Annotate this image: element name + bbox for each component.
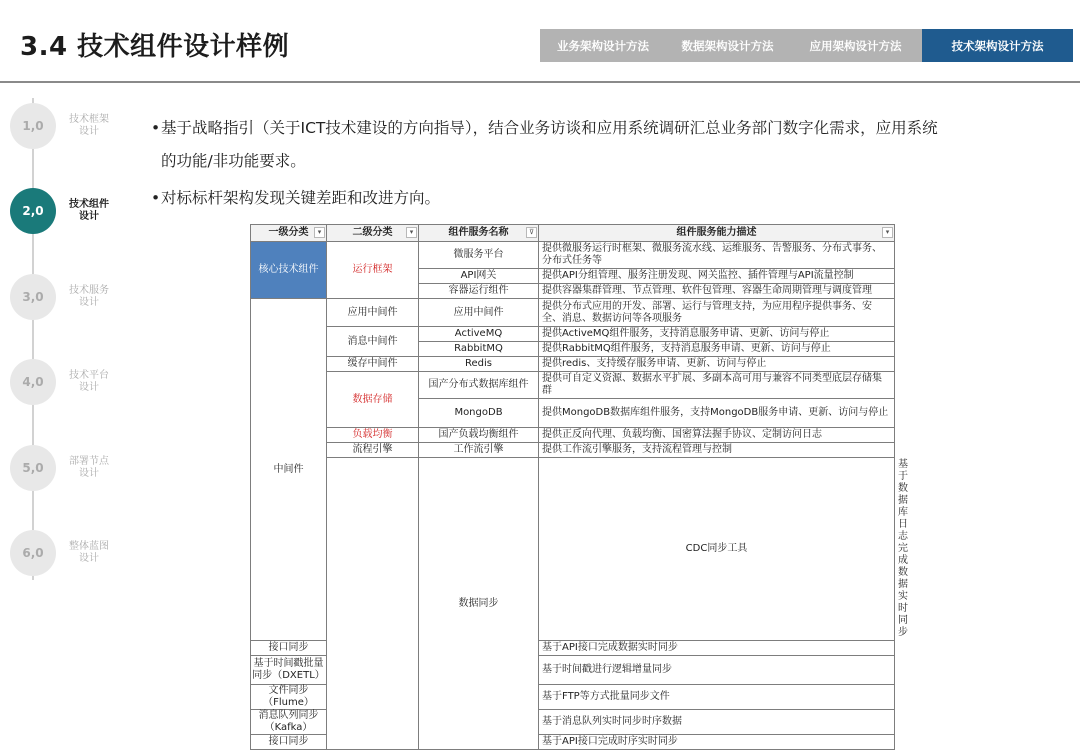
tab-technical-architecture[interactable]: 技术架构设计方法 xyxy=(922,29,1073,62)
service-name-cell: CDC同步工具 xyxy=(539,458,895,641)
step-label: 部署节点设计 xyxy=(69,456,109,479)
service-desc-cell: 提供redis、支持缓存服务申请、更新、访问与停止 xyxy=(539,357,895,372)
filter-dropdown-icon[interactable]: ▾ xyxy=(882,227,893,238)
service-name-cell: 国产负载均衡组件 xyxy=(419,428,539,443)
service-name-cell: 微服务平台 xyxy=(419,242,539,269)
level2-cell: 数据存储 xyxy=(327,372,419,428)
level2-cell: 数据同步 xyxy=(419,458,539,750)
level1-cell: 中间件 xyxy=(251,299,327,641)
service-desc-cell: 提供API分组管理、服务注册发现、网关监控、插件管理与API流量控制 xyxy=(539,269,895,284)
step-number: 4,0 xyxy=(10,359,56,405)
service-desc-cell: 提供MongoDB数据库组件服务，支持MongoDB服务申请、更新、访问与停止 xyxy=(539,399,895,428)
method-tabs xyxy=(540,29,1073,62)
table-header-level2: 二级分类 ▾ xyxy=(327,225,419,242)
step-overall-blueprint[interactable] xyxy=(10,530,112,576)
table-header-service-name: 组件服务名称 ⊽ xyxy=(419,225,539,242)
step-number: 5,0 xyxy=(10,445,56,491)
tab-data-architecture[interactable]: 数据架构设计方法 xyxy=(666,29,789,62)
step-label: 技术平台设计 xyxy=(69,370,109,393)
service-desc-cell: 基于消息队列实时同步时序数据 xyxy=(539,710,895,735)
step-label: 技术组件设计 xyxy=(69,199,109,222)
step-number: 6,0 xyxy=(10,530,56,576)
level1-cell-empty xyxy=(327,458,419,750)
service-name-cell: API网关 xyxy=(419,269,539,284)
step-technical-platform[interactable] xyxy=(10,359,112,405)
component-table: 一级分类 ▾ 二级分类 ▾ 组件服务名称 ⊽ 组件服务能力描述 ▾ 核心技术组件 运行框架 微服务平台 提供微服务运行时框架、微服务流水线、运维服务、告警服务、分布式事务、分布式任务等 API网关 提供API分组管理、服务注册发现、网关监控、插件管理与API流量控制 容器运行组件 提供容器集群管理、节点管理、软件包管理、容器生命周期管理与调度管理 中间件 应用中间件 应用中间件 提供分布式应用的开发、部署、运行与管理支持，为应用程序提供事务、安全、消息、数据访问等各项服务 消息中间件 ActiveMQ 提供ActiveMQ组件服务，支持消息服务申请、更新、访问与停止 RabbitMQ 提供RabbitMQ组件服务，支持消息服务申请、更新、访问与停止 缓存中间件 Redis 提供redis、支持缓存服务申请、更新、访问与停止 数据存储 国产分布式数据库组件 提供可自定义资源、数据水平扩展、多副本高可用与兼容不同类型底层存储集群 MongoDB 提供MongoDB数据库组件服务，支持MongoDB服务申请、更新、访问与停止 负载均衡 国产负载均衡组件 提供正反向代理、负载均衡、国密算法握手协议、定制访问日志 流程引擎 工作流引擎 提供工作流引擎服务，支持流程管理与控制 数据同步 CDC同步工具 基于数据库日志完成数据实时同步 接口同步 基于API接口完成数据实时同步 基于时间戳批量同步（DXETL） 基于时间戳进行逻辑增量同步 文件同步（Flume） 基于FTP等方式批量同步文件 消息队列同步（Kafka） 基于消息队列实时同步时序数据 接口同步 基于API接口完成时序实时同步 xyxy=(250,224,894,572)
table-header-level1: 一级分类 ▾ xyxy=(251,225,327,242)
level2-cell: 负载均衡 xyxy=(327,428,419,443)
service-name-cell: MongoDB xyxy=(419,399,539,428)
service-desc-cell: 基于时间戳进行逻辑增量同步 xyxy=(539,656,895,685)
step-technical-service[interactable] xyxy=(10,274,112,320)
bullet-list xyxy=(151,112,941,215)
step-label: 整体蓝图设计 xyxy=(69,541,109,564)
service-desc-cell: 基于API接口完成时序实时同步 xyxy=(539,735,895,750)
tab-business-architecture[interactable]: 业务架构设计方法 xyxy=(540,29,666,62)
level1-cell: 核心技术组件 xyxy=(251,242,327,299)
bullet-item: • 对标标杆架构发现关键差距和改进方向。 xyxy=(151,182,941,215)
step-technical-component[interactable] xyxy=(10,188,112,234)
step-number: 1,0 xyxy=(10,103,56,149)
service-name-cell: 容器运行组件 xyxy=(419,284,539,299)
service-desc-cell: 提供ActiveMQ组件服务，支持消息服务申请、更新、访问与停止 xyxy=(539,327,895,342)
bullet-item: • 基于战略指引（关于ICT技术建设的方向指导），结合业务访谈和应用系统调研汇总业务部门数字化需求，应用系统的功能/非功能要求。 xyxy=(151,112,941,178)
service-name-cell: Redis xyxy=(419,357,539,372)
service-name-cell: 基于时间戳批量同步（DXETL） xyxy=(251,656,327,685)
level2-cell: 流程引擎 xyxy=(327,443,419,458)
step-timeline xyxy=(32,98,34,580)
service-name-cell: 接口同步 xyxy=(251,735,327,750)
step-number: 2,0 xyxy=(10,188,56,234)
level2-cell: 消息中间件 xyxy=(327,327,419,357)
service-name-cell: 消息队列同步（Kafka） xyxy=(251,710,327,735)
service-desc-cell: 基于FTP等方式批量同步文件 xyxy=(539,685,895,710)
level2-cell: 应用中间件 xyxy=(327,299,419,327)
level2-cell: 缓存中间件 xyxy=(327,357,419,372)
service-name-cell: 接口同步 xyxy=(251,641,327,656)
service-name-cell: 国产分布式数据库组件 xyxy=(419,372,539,399)
step-label: 技术服务设计 xyxy=(69,285,109,308)
service-desc-cell: 提供分布式应用的开发、部署、运行与管理支持，为应用程序提供事务、安全、消息、数据访问等各项服务 xyxy=(539,299,895,327)
service-desc-cell: 提供正反向代理、负载均衡、国密算法握手协议、定制访问日志 xyxy=(539,428,895,443)
service-name-cell: RabbitMQ xyxy=(419,342,539,357)
header-divider xyxy=(0,81,1080,83)
level2-cell: 运行框架 xyxy=(327,242,419,299)
page-title: 3.4 技术组件设计样例 xyxy=(20,32,290,62)
filter-dropdown-icon[interactable]: ▾ xyxy=(314,227,325,238)
step-technical-framework[interactable] xyxy=(10,103,112,149)
service-desc-cell: 基于API接口完成数据实时同步 xyxy=(539,641,895,656)
service-desc-cell: 提供可自定义资源、数据水平扩展、多副本高可用与兼容不同类型底层存储集群 xyxy=(539,372,895,399)
step-label: 技术框架设计 xyxy=(69,114,109,137)
filter-dropdown-icon[interactable]: ▾ xyxy=(406,227,417,238)
service-name-cell: 文件同步（Flume） xyxy=(251,685,327,710)
service-desc-cell: 提供容器集群管理、节点管理、软件包管理、容器生命周期管理与调度管理 xyxy=(539,284,895,299)
tab-application-architecture[interactable]: 应用架构设计方法 xyxy=(789,29,922,62)
step-deployment-node[interactable] xyxy=(10,445,112,491)
table-header-service-desc: 组件服务能力描述 ▾ xyxy=(539,225,895,242)
service-name-cell: 工作流引擎 xyxy=(419,443,539,458)
service-name-cell: ActiveMQ xyxy=(419,327,539,342)
service-desc-cell: 提供微服务运行时框架、微服务流水线、运维服务、告警服务、分布式事务、分布式任务等 xyxy=(539,242,895,269)
step-number: 3,0 xyxy=(10,274,56,320)
filter-active-icon[interactable]: ⊽ xyxy=(526,227,537,238)
service-desc-cell: 提供RabbitMQ组件服务，支持消息服务申请、更新、访问与停止 xyxy=(539,342,895,357)
service-desc-cell: 提供工作流引擎服务，支持流程管理与控制 xyxy=(539,443,895,458)
service-name-cell: 应用中间件 xyxy=(419,299,539,327)
